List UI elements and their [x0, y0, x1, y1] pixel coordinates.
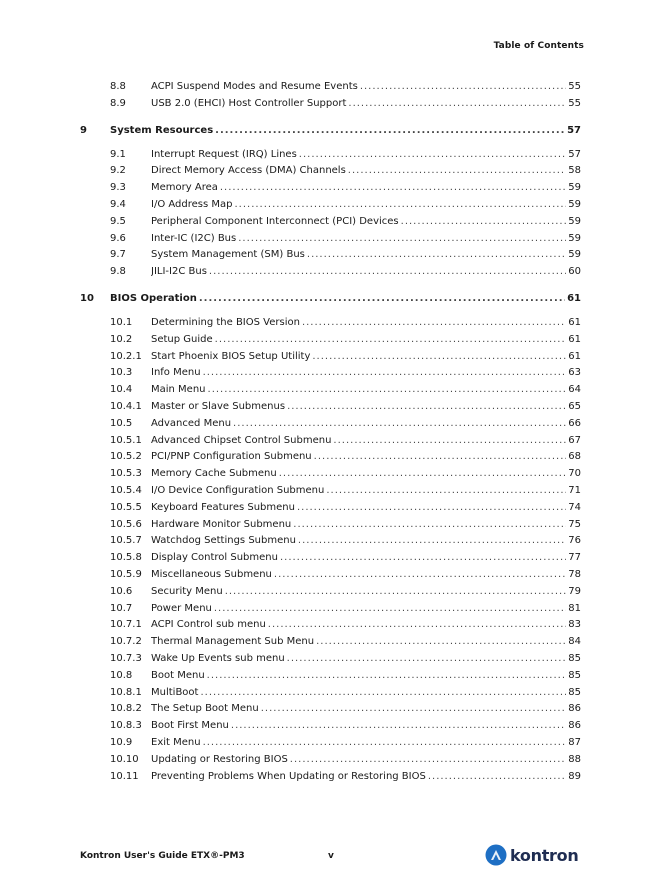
toc-leader-dots — [225, 585, 567, 599]
toc-page-number: 59 — [568, 232, 581, 244]
toc-leader-dots — [348, 97, 566, 111]
toc-entry — [151, 618, 581, 632]
toc-page-number: 68 — [568, 451, 581, 463]
toc-section-row[interactable] — [0, 215, 662, 229]
toc-section-row[interactable] — [0, 719, 662, 733]
toc-section-row[interactable] — [0, 518, 662, 532]
toc-page-number: 85 — [568, 686, 581, 698]
toc-page-number: 55 — [568, 81, 581, 92]
toc-number: 9.5 — [110, 215, 126, 227]
toc-title: PCI/PNP Configuration Submenu — [151, 451, 312, 463]
toc-title: Miscellaneous Submenu — [151, 569, 272, 580]
toc-title: Setup Guide — [151, 333, 213, 345]
toc-leader-dots — [200, 686, 566, 700]
toc-number: 10.7.1 — [110, 619, 142, 631]
toc-page-number: 76 — [568, 535, 581, 547]
toc-page-number: 57 — [567, 124, 581, 136]
toc-leader-dots — [348, 164, 566, 178]
toc-section-row[interactable] — [0, 316, 662, 330]
toc-title: Inter-IC (I2C) Bus — [151, 232, 237, 244]
toc-page-number: 74 — [568, 501, 581, 513]
toc-title: System Management (SM) Bus — [151, 249, 305, 261]
toc-entry — [151, 551, 581, 565]
kontron-logo-text: kontron — [510, 845, 579, 865]
toc-leader-dots — [316, 635, 566, 649]
toc-leader-dots — [297, 501, 566, 515]
toc-number: 9 — [80, 124, 87, 136]
toc-section-row[interactable] — [0, 736, 662, 750]
toc-leader-dots — [314, 450, 567, 464]
toc-section-row[interactable] — [0, 753, 662, 767]
toc-title: Direct Memory Access (DMA) Channels — [151, 165, 346, 177]
toc-chapter-row[interactable] — [0, 124, 662, 138]
toc-number: 10.7 — [110, 602, 133, 614]
toc-section-row[interactable] — [0, 484, 662, 498]
toc-leader-dots — [234, 198, 566, 212]
toc-entry — [151, 181, 581, 195]
toc-number: 9.7 — [110, 249, 126, 261]
toc-section-row[interactable] — [0, 585, 662, 599]
toc-leader-dots — [326, 484, 566, 498]
toc-leader-dots — [203, 736, 567, 750]
toc-leader-dots — [312, 350, 566, 364]
toc-section-row[interactable] — [0, 467, 662, 481]
toc-leader-dots — [203, 366, 567, 380]
toc-leader-dots — [428, 770, 566, 784]
toc-page-number: 86 — [568, 703, 581, 715]
toc-section-row[interactable] — [0, 686, 662, 700]
toc-entry — [151, 198, 581, 212]
toc-page-number: 77 — [568, 552, 581, 564]
toc-section-row[interactable] — [0, 702, 662, 716]
toc-leader-dots — [333, 434, 566, 448]
toc-number: 9.1 — [110, 148, 126, 160]
toc-leader-dots — [215, 124, 565, 138]
toc-entry — [151, 434, 581, 448]
toc-leader-dots — [360, 80, 566, 94]
toc-section-row[interactable] — [0, 551, 662, 565]
toc-leader-dots — [215, 333, 567, 347]
toc-section-row[interactable] — [0, 198, 662, 212]
toc-number: 10.5.4 — [110, 485, 142, 496]
toc-title: Boot First Menu — [151, 720, 229, 732]
toc-leader-dots — [261, 702, 567, 716]
toc-page-number: 79 — [568, 585, 581, 597]
toc-title: Master or Slave Submenus — [151, 401, 286, 412]
toc-entry — [151, 80, 581, 94]
footer-document-title: Kontron User's Guide ETX®-PM3 — [80, 851, 245, 861]
toc-leader-dots — [208, 383, 567, 397]
toc-entry — [151, 669, 581, 683]
footer-page-number: v — [328, 851, 334, 861]
toc-number: 10.3 — [110, 367, 133, 379]
toc-entry — [151, 148, 581, 162]
toc-entry — [151, 635, 581, 649]
toc-title: BIOS Operation — [110, 293, 197, 304]
toc-title: Memory Cache Submenu — [151, 468, 277, 480]
toc-title: Advanced Chipset Control Submenu — [151, 434, 332, 446]
toc-section-row[interactable] — [0, 602, 662, 616]
toc-leader-dots — [207, 669, 567, 683]
kontron-logo-icon — [485, 844, 507, 866]
toc-entry — [151, 770, 581, 784]
toc-number: 10.11 — [110, 770, 139, 782]
toc-section-row[interactable] — [0, 181, 662, 195]
toc-leader-dots — [299, 148, 566, 162]
toc-page-number: 83 — [568, 619, 581, 631]
toc-page-number: 59 — [568, 182, 581, 194]
toc-entry — [151, 602, 581, 616]
toc-entry — [151, 164, 581, 178]
toc-entry — [110, 124, 581, 138]
toc-entry — [151, 467, 581, 481]
toc-entry — [151, 518, 581, 532]
toc-page-number: 71 — [568, 485, 581, 496]
toc-page-number: 59 — [568, 249, 581, 261]
toc-number: 9.4 — [110, 199, 126, 210]
toc-section-row[interactable] — [0, 164, 662, 178]
toc-number: 10.5.7 — [110, 535, 142, 547]
toc-number: 10.8 — [110, 669, 133, 681]
toc-page-number: 57 — [568, 148, 581, 160]
toc-number: 10.5.2 — [110, 451, 142, 463]
toc-page-number: 85 — [568, 669, 581, 681]
toc-leader-dots — [233, 417, 566, 431]
toc-page-number: 63 — [568, 367, 581, 379]
toc-number: 10.4.1 — [110, 401, 142, 412]
toc-section-row[interactable] — [0, 80, 662, 94]
toc-number: 10.5.3 — [110, 468, 142, 480]
toc-section-row[interactable] — [0, 383, 662, 397]
toc-section-row[interactable] — [0, 534, 662, 548]
toc-leader-dots — [279, 467, 567, 481]
toc-section-row[interactable] — [0, 97, 662, 111]
toc-number: 9.6 — [110, 232, 126, 244]
toc-page-number: 67 — [568, 434, 581, 446]
toc-leader-dots — [287, 652, 567, 666]
toc-page-number: 61 — [568, 350, 581, 362]
toc-page-number: 61 — [567, 293, 581, 304]
toc-entry — [151, 484, 581, 498]
toc-number: 10.7.3 — [110, 653, 142, 664]
toc-number: 10.8.3 — [110, 720, 142, 732]
toc-section-row[interactable] — [0, 501, 662, 515]
toc-entry — [151, 534, 581, 548]
toc-page-number: 81 — [568, 602, 581, 614]
toc-leader-dots — [307, 248, 566, 262]
toc-leader-dots — [268, 618, 566, 632]
toc-entry — [110, 292, 581, 306]
toc-leader-dots — [231, 719, 566, 733]
toc-title: Keyboard Features Submenu — [151, 501, 295, 513]
toc-title: I/O Address Map — [151, 199, 233, 210]
toc-number: 10.2.1 — [110, 350, 142, 362]
toc-leader-dots — [293, 518, 566, 532]
toc-title: MultiBoot — [151, 686, 199, 698]
toc-page-number: 85 — [568, 653, 581, 664]
toc-leader-dots — [290, 753, 566, 767]
toc-title: Determining the BIOS Version — [151, 317, 300, 328]
toc-page-number: 70 — [568, 468, 581, 480]
toc-title: Interrupt Request (IRQ) Lines — [151, 148, 297, 160]
toc-leader-dots — [220, 181, 566, 195]
toc-number: 10.8.2 — [110, 703, 142, 715]
toc-entry — [151, 501, 581, 515]
toc-leader-dots — [199, 292, 565, 306]
toc-number: 10.5.9 — [110, 569, 142, 580]
toc-leader-dots — [298, 534, 566, 548]
toc-title: Power Menu — [151, 602, 212, 614]
toc-page-number: 87 — [568, 737, 581, 748]
toc-entry — [151, 316, 581, 330]
toc-page-number: 75 — [568, 518, 581, 530]
toc-entry — [151, 753, 581, 767]
toc-number: 10.9 — [110, 737, 133, 748]
toc-section-row[interactable] — [0, 450, 662, 464]
toc-entry — [151, 232, 581, 246]
toc-title: Thermal Management Sub Menu — [151, 636, 315, 648]
toc-title: Info Menu — [151, 367, 201, 379]
toc-number: 10.5.8 — [110, 552, 142, 564]
toc-entry — [151, 702, 581, 716]
toc-number: 8.9 — [110, 97, 126, 109]
toc-section-row[interactable] — [0, 434, 662, 448]
toc-section-row[interactable] — [0, 265, 662, 279]
toc-entry — [151, 383, 581, 397]
toc-page-number: 84 — [568, 636, 581, 648]
toc-number: 9.3 — [110, 182, 126, 194]
toc-page-number: 65 — [568, 401, 581, 412]
toc-number: 10.8.1 — [110, 686, 142, 698]
toc-title: Updating or Restoring BIOS — [151, 753, 288, 765]
toc-page-number: 78 — [568, 569, 581, 580]
toc-page-number: 55 — [568, 97, 581, 109]
toc-section-row[interactable] — [0, 770, 662, 784]
toc-entry — [151, 568, 581, 582]
toc-title: Boot Menu — [151, 669, 205, 681]
toc-entry — [151, 215, 581, 229]
toc-number: 10.5 — [110, 417, 133, 429]
toc-page-number: 61 — [568, 317, 581, 328]
kontron-logo — [485, 843, 578, 867]
toc-title: Main Menu — [151, 384, 206, 396]
toc-title: Hardware Monitor Submenu — [151, 518, 292, 530]
toc-title: Start Phoenix BIOS Setup Utility — [151, 350, 311, 362]
toc-title: ACPI Control sub menu — [151, 619, 266, 631]
toc-page-number: 86 — [568, 720, 581, 732]
toc-number: 10.7.2 — [110, 636, 142, 648]
toc-page-number: 58 — [568, 165, 581, 177]
toc-page-number: 89 — [568, 770, 581, 782]
toc-section-row[interactable] — [0, 400, 662, 414]
toc-number: 10.5.1 — [110, 434, 142, 446]
toc-page-number: 66 — [568, 417, 581, 429]
toc-section-row[interactable] — [0, 248, 662, 262]
toc-number: 10.5.6 — [110, 518, 142, 530]
toc-leader-dots — [238, 232, 566, 246]
toc-entry — [151, 652, 581, 666]
toc-number: 9.8 — [110, 266, 126, 278]
toc-title: System Resources — [110, 124, 214, 136]
toc-section-row[interactable] — [0, 618, 662, 632]
toc-entry — [151, 719, 581, 733]
toc-number: 8.8 — [110, 81, 126, 92]
toc-title: Exit Menu — [151, 737, 201, 748]
toc-title: The Setup Boot Menu — [151, 703, 259, 715]
toc-section-row[interactable] — [0, 148, 662, 162]
toc-entry — [151, 686, 581, 700]
toc-section-row[interactable] — [0, 652, 662, 666]
toc-page-number: 59 — [568, 215, 581, 227]
toc-entry — [151, 265, 581, 279]
toc-title: JILI-I2C Bus — [151, 266, 207, 278]
toc-title: Advanced Menu — [151, 417, 232, 429]
toc-section-row[interactable] — [0, 232, 662, 246]
toc-title: ACPI Suspend Modes and Resume Events — [151, 81, 358, 92]
toc-leader-dots — [401, 215, 567, 229]
toc-entry — [151, 450, 581, 464]
toc-number: 10.10 — [110, 753, 139, 765]
toc-title: USB 2.0 (EHCI) Host Controller Support — [151, 97, 347, 109]
toc-number: 10.5.5 — [110, 501, 142, 513]
toc-section-row[interactable] — [0, 366, 662, 380]
toc-section-row[interactable] — [0, 333, 662, 347]
toc-entry — [151, 97, 581, 111]
toc-page-number: 64 — [568, 384, 581, 396]
toc-section-row[interactable] — [0, 635, 662, 649]
toc-chapter-row[interactable] — [0, 292, 662, 306]
toc-title: Security Menu — [151, 585, 223, 597]
toc-entry — [151, 585, 581, 599]
toc-entry — [151, 417, 581, 431]
toc-leader-dots — [209, 265, 566, 279]
toc-entry — [151, 736, 581, 750]
toc-entry — [151, 333, 581, 347]
toc-leader-dots — [302, 316, 566, 330]
toc-page-number: 59 — [568, 199, 581, 210]
toc-title: I/O Device Configuration Submenu — [151, 485, 325, 496]
toc-entry — [151, 400, 581, 414]
toc-section-row[interactable] — [0, 417, 662, 431]
toc-section-row[interactable] — [0, 669, 662, 683]
toc-section-row[interactable] — [0, 568, 662, 582]
toc-leader-dots — [214, 602, 566, 616]
toc-title: Wake Up Events sub menu — [151, 653, 285, 664]
toc-entry — [151, 366, 581, 380]
toc-title: Watchdog Settings Submenu — [151, 535, 296, 547]
toc-number: 9.2 — [110, 165, 126, 177]
toc-title: Memory Area — [151, 182, 218, 194]
toc-page-number: 88 — [568, 753, 581, 765]
toc-page-number: 61 — [568, 333, 581, 345]
toc-title: Peripheral Component Interconnect (PCI) Devices — [151, 215, 399, 227]
toc-leader-dots — [274, 568, 566, 582]
toc-leader-dots — [280, 551, 566, 565]
toc-number: 10 — [80, 293, 94, 304]
toc-entry — [151, 248, 581, 262]
toc-title: Preventing Problems When Updating or Restoring BIOS — [151, 770, 426, 782]
toc-section-row[interactable] — [0, 350, 662, 364]
toc-leader-dots — [287, 400, 566, 414]
toc-number: 10.2 — [110, 333, 133, 345]
page-header-title: Table of Contents — [493, 41, 584, 51]
toc-entry — [151, 350, 581, 364]
toc-number: 10.6 — [110, 585, 133, 597]
toc-page-number: 60 — [568, 266, 581, 278]
toc-title: Display Control Submenu — [151, 552, 278, 564]
toc-number: 10.1 — [110, 317, 133, 328]
toc-number: 10.4 — [110, 384, 133, 396]
